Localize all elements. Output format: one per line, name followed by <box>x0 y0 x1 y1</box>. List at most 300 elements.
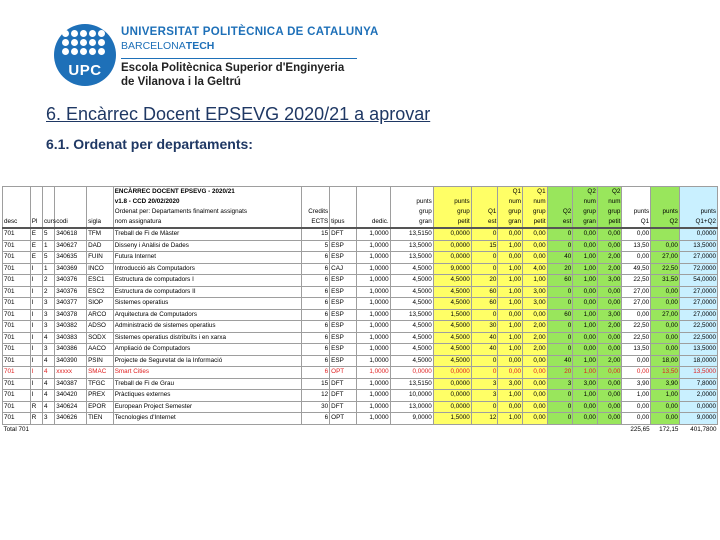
table-cell: 4 <box>42 332 54 344</box>
table-cell: 1,0000 <box>356 240 390 252</box>
table-cell: 1,00 <box>622 390 651 402</box>
table-cell: 6 <box>302 332 330 344</box>
table-cell: 3,90 <box>651 378 680 390</box>
table-cell: 701 <box>3 228 31 240</box>
table-cell: I <box>30 344 42 356</box>
table-cell: 0,00 <box>573 344 598 356</box>
table-cell: ESP <box>330 275 357 287</box>
header-cell <box>55 187 87 198</box>
table-cell: 0,00 <box>651 401 680 413</box>
table-cell: 18,0000 <box>679 355 717 367</box>
table-cell: 13,5000 <box>390 252 433 264</box>
table-cell: SODX <box>87 332 114 344</box>
table-cell: E <box>30 252 42 264</box>
sheet-version: v1.8 - CCD 20/02/2020 <box>113 197 302 207</box>
university-name: UNIVERSITAT POLITÈCNICA DE CATALUNYA <box>121 26 379 38</box>
table-cell: 0,00 <box>597 344 622 356</box>
table-cell: 22,5000 <box>679 321 717 333</box>
table-cell: 0,00 <box>651 286 680 298</box>
table-cell: 4,5000 <box>433 298 471 310</box>
table-cell: Smart Cities <box>113 367 302 379</box>
table-cell: 2,00 <box>597 252 622 264</box>
table-cell: 701 <box>3 390 31 402</box>
table-cell: 1,0000 <box>356 228 390 240</box>
table-cell: 0,00 <box>622 252 651 264</box>
table-cell: 0 <box>547 286 573 298</box>
table-cell: EPOR <box>87 401 114 413</box>
page-subheading: 6.1. Ordenat per departaments: <box>46 136 253 152</box>
header-cell <box>547 197 573 207</box>
logo-dot <box>71 30 78 37</box>
table-cell: I <box>30 390 42 402</box>
table-cell: 0 <box>547 344 573 356</box>
header-cell <box>302 197 330 207</box>
table-cell: 701 <box>3 332 31 344</box>
table-row <box>3 263 718 275</box>
table-cell: 701 <box>3 263 31 275</box>
column-course-name: nom assignatura <box>113 217 302 228</box>
table-cell: 0,00 <box>651 240 680 252</box>
table-row <box>3 228 718 240</box>
table-cell: 0,00 <box>597 286 622 298</box>
total-q2: 172,15 <box>659 425 679 433</box>
table-cell: 27,0000 <box>679 309 717 321</box>
header-cell <box>356 187 390 198</box>
table-cell: 340386 <box>55 344 87 356</box>
table-cell: 1,5000 <box>433 413 471 425</box>
total-cell <box>597 424 622 435</box>
table-cell: 701 <box>3 401 31 413</box>
table-cell: 0,0000 <box>433 252 471 264</box>
table-cell: 0,00 <box>498 252 523 264</box>
header-cell: petit <box>433 217 471 228</box>
table-cell: 340369 <box>55 263 87 275</box>
table-cell: 0,00 <box>597 378 622 390</box>
header-cell <box>651 187 680 198</box>
table-cell: 0,00 <box>651 298 680 310</box>
table-cell: 1,0000 <box>356 355 390 367</box>
table-cell: 0,00 <box>522 390 547 402</box>
table-row <box>3 367 718 379</box>
table-cell: 0,00 <box>522 401 547 413</box>
table-cell: 4 <box>42 378 54 390</box>
logo-dot <box>62 30 69 37</box>
table-cell: Pràctiques externes <box>113 390 302 402</box>
table-cell: 4,5000 <box>390 332 433 344</box>
table-cell: ESP <box>330 298 357 310</box>
table-cell: 4,5000 <box>390 286 433 298</box>
header-cell <box>42 207 54 217</box>
table-cell: 3,00 <box>597 309 622 321</box>
table-cell: 4,5000 <box>433 344 471 356</box>
table-cell: 1,0000 <box>356 367 390 379</box>
total-cell <box>547 424 573 435</box>
table-cell: 9,0000 <box>433 263 471 275</box>
total-cell <box>356 424 390 435</box>
header-cell: punts <box>651 207 680 217</box>
header-cell: gran <box>573 217 598 228</box>
table-cell: 0,00 <box>597 240 622 252</box>
table-row <box>3 332 718 344</box>
table-cell: 0,0000 <box>433 240 471 252</box>
table-cell: 54,0000 <box>679 275 717 287</box>
table-cell: 2 <box>42 275 54 287</box>
table-cell: Projecte de Seguretat de la Informació <box>113 355 302 367</box>
table-cell: 4,5000 <box>433 355 471 367</box>
table-cell: Introducció als Computadors <box>113 263 302 275</box>
table-row <box>3 390 718 402</box>
table-cell: 1,00 <box>573 367 598 379</box>
table-cell: 0,00 <box>597 367 622 379</box>
table-cell: 6 <box>302 367 330 379</box>
table-cell: 40 <box>471 332 498 344</box>
table-row <box>3 286 718 298</box>
table-cell: 0 <box>471 355 498 367</box>
table-cell: TFGC <box>87 378 114 390</box>
table-cell: 0,00 <box>597 332 622 344</box>
table-cell: 22,5000 <box>679 332 717 344</box>
table-cell: 1,00 <box>498 321 523 333</box>
table-cell: 15 <box>302 378 330 390</box>
table-cell: 2,0000 <box>679 390 717 402</box>
table-cell: 1,00 <box>498 332 523 344</box>
table-cell: 6 <box>302 309 330 321</box>
table-cell: 5 <box>42 252 54 264</box>
header-row-1 <box>3 187 718 198</box>
table-cell: 0,00 <box>498 355 523 367</box>
header-cell: grup <box>390 207 433 217</box>
table-cell: 1,00 <box>573 275 598 287</box>
table-cell: 1,00 <box>498 275 523 287</box>
table-cell: ESP <box>330 286 357 298</box>
table-cell: 4,5000 <box>390 275 433 287</box>
table-cell: 1,00 <box>573 252 598 264</box>
table-cell: 6 <box>302 298 330 310</box>
table-cell: 0,00 <box>651 332 680 344</box>
table-cell: 0,00 <box>597 413 622 425</box>
table-cell: 10,0000 <box>390 390 433 402</box>
table-cell: 1,00 <box>498 390 523 402</box>
table-cell: 30 <box>302 401 330 413</box>
table-cell: 3,00 <box>573 378 598 390</box>
table-cell: 3 <box>42 298 54 310</box>
table-cell: 22,50 <box>622 321 651 333</box>
table-cell: 0,0000 <box>679 228 717 240</box>
header-cell <box>390 187 433 198</box>
header-cell: punts <box>622 207 651 217</box>
table-cell: 340382 <box>55 321 87 333</box>
table-cell: 1,00 <box>522 275 547 287</box>
table-cell: 30 <box>471 321 498 333</box>
table-cell: 701 <box>3 240 31 252</box>
table-cell: 4 <box>42 367 54 379</box>
teaching-load-sheet <box>2 186 718 433</box>
header-cell: Q2 <box>651 217 680 228</box>
table-cell: 13,5000 <box>390 240 433 252</box>
table-cell: OPT <box>330 413 357 425</box>
table-cell: 0,0000 <box>433 378 471 390</box>
header-cell: num <box>522 197 547 207</box>
table-cell: 701 <box>3 413 31 425</box>
table-cell: 0,0000 <box>433 228 471 240</box>
table-cell: 701 <box>3 298 31 310</box>
table-cell: ESP <box>330 355 357 367</box>
table-cell: 340390 <box>55 355 87 367</box>
header-cell <box>356 207 390 217</box>
table-cell: 13,5000 <box>390 309 433 321</box>
table-cell: 13,5000 <box>679 367 717 379</box>
table-cell: 0,00 <box>522 309 547 321</box>
table-cell: Sistemes operatius <box>113 298 302 310</box>
table-cell: 7,8000 <box>679 378 717 390</box>
table-cell: E <box>30 240 42 252</box>
logo-dot <box>98 39 105 46</box>
table-cell: 1,0000 <box>356 286 390 298</box>
table-cell: 27,00 <box>622 286 651 298</box>
header-cell <box>3 197 31 207</box>
table-cell: Futura Internet <box>113 252 302 264</box>
table-cell: 1,00 <box>498 413 523 425</box>
table-row <box>3 298 718 310</box>
table-cell: 701 <box>3 286 31 298</box>
table-cell: 0,0000 <box>390 367 433 379</box>
header-cell: Q1 <box>498 187 523 198</box>
table-cell: 2,00 <box>597 321 622 333</box>
table-cell: ARCO <box>87 309 114 321</box>
table-cell: 0,00 <box>651 321 680 333</box>
table-cell: 3,00 <box>522 298 547 310</box>
table-cell: 1,00 <box>498 263 523 275</box>
table-cell: 340635 <box>55 252 87 264</box>
table-cell: 2,00 <box>597 355 622 367</box>
table-cell: 340387 <box>55 378 87 390</box>
table-cell: I <box>30 263 42 275</box>
school-name-line2: de Vilanova i la Geltrú <box>121 76 241 88</box>
table-cell: 4,5000 <box>433 321 471 333</box>
table-cell: 12 <box>471 413 498 425</box>
table-cell: 701 <box>3 321 31 333</box>
table-cell: 60 <box>547 309 573 321</box>
table-cell: 0,00 <box>622 401 651 413</box>
header-cell <box>679 197 717 207</box>
header-cell <box>55 197 87 207</box>
header-cell: num <box>498 197 523 207</box>
table-cell: CAJ <box>330 263 357 275</box>
table-cell: 9,0000 <box>679 413 717 425</box>
table-cell: Estructura de computadors I <box>113 275 302 287</box>
table-cell: 0,00 <box>622 355 651 367</box>
table-cell: 0 <box>471 228 498 240</box>
table-cell: 0,00 <box>522 367 547 379</box>
table-cell: 1,0000 <box>356 252 390 264</box>
header-cell <box>87 197 114 207</box>
header-cell <box>3 187 31 198</box>
table-cell: 2,00 <box>522 321 547 333</box>
table-cell: 0,00 <box>573 413 598 425</box>
table-cell: 1,00 <box>573 321 598 333</box>
table-cell: Tecnologies d'Internet <box>113 413 302 425</box>
table-cell: 3 <box>42 321 54 333</box>
header-cell <box>55 207 87 217</box>
table-cell: 0 <box>547 228 573 240</box>
table-cell: 701 <box>3 378 31 390</box>
table-cell: 340377 <box>55 298 87 310</box>
table-cell: Estructura de computadors II <box>113 286 302 298</box>
total-cell <box>113 424 302 435</box>
table-cell: 20 <box>471 275 498 287</box>
logo-dot <box>71 48 78 55</box>
header-cell <box>302 187 330 198</box>
table-cell: 0,00 <box>573 286 598 298</box>
logo-dot <box>71 39 78 46</box>
header-cell <box>471 197 498 207</box>
table-cell: 6 <box>302 252 330 264</box>
table-cell: ESP <box>330 309 357 321</box>
table-cell: DFT <box>330 390 357 402</box>
table-row <box>3 240 718 252</box>
table-cell: 1,00 <box>573 263 598 275</box>
table-cell: 22,50 <box>622 332 651 344</box>
table-cell: INCO <box>87 263 114 275</box>
table-row <box>3 355 718 367</box>
header-cell <box>30 207 42 217</box>
table-cell: I <box>30 286 42 298</box>
table-cell: 1,00 <box>573 309 598 321</box>
table-cell: 0,00 <box>597 298 622 310</box>
header-cell: est <box>471 217 498 228</box>
table-cell: 1,0000 <box>356 263 390 275</box>
table-cell: 701 <box>3 252 31 264</box>
table-cell: 4,5000 <box>433 286 471 298</box>
logo-dot <box>89 48 96 55</box>
table-cell: 3 <box>547 378 573 390</box>
header-cell: ECTS <box>302 217 330 228</box>
header-cell: Pl <box>30 217 42 228</box>
table-cell: 1,0000 <box>356 378 390 390</box>
table-cell: 6 <box>302 413 330 425</box>
table-cell: 1,0000 <box>356 275 390 287</box>
total-label: Total 701 <box>3 425 30 433</box>
logo-dot <box>89 39 96 46</box>
header-cell: punts <box>433 197 471 207</box>
header-cell <box>87 207 114 217</box>
header-cell: gran <box>498 217 523 228</box>
table-cell: 340618 <box>55 228 87 240</box>
table-cell: 0 <box>471 401 498 413</box>
header-cell <box>330 187 357 198</box>
header-cell <box>30 197 42 207</box>
table-cell: 701 <box>3 309 31 321</box>
table-cell: ESC2 <box>87 286 114 298</box>
table-cell: 0 <box>547 332 573 344</box>
header-cell <box>622 187 651 198</box>
header-cell: Q2 <box>597 187 622 198</box>
table-cell: 3,90 <box>622 378 651 390</box>
table-cell: 340627 <box>55 240 87 252</box>
table-cell: I <box>30 367 42 379</box>
table-cell: R <box>30 401 42 413</box>
header-cell: est <box>547 217 573 228</box>
table-cell: 4,5000 <box>390 344 433 356</box>
total-cell <box>573 424 598 435</box>
total-cell <box>330 424 357 435</box>
header-cell <box>87 187 114 198</box>
sheet-sort-note: Ordenat per: Departaments finalment assignats <box>113 207 302 217</box>
total-row <box>3 424 718 435</box>
header-cell <box>651 197 680 207</box>
table-cell: 0,00 <box>498 367 523 379</box>
header-cell <box>679 187 717 198</box>
table-cell: TFM <box>87 228 114 240</box>
table-cell: DFT <box>330 228 357 240</box>
header-cell <box>42 197 54 207</box>
table-cell: 1,00 <box>498 298 523 310</box>
table-cell: 0,0000 <box>433 390 471 402</box>
header-cell: codi <box>55 217 87 228</box>
table-cell: SIOP <box>87 298 114 310</box>
header-cell: Q1 <box>471 207 498 217</box>
table-cell: 20 <box>547 367 573 379</box>
total-cell <box>87 424 114 435</box>
logo-text: UPC <box>68 62 102 79</box>
table-cell: 2,00 <box>597 263 622 275</box>
table-row <box>3 252 718 264</box>
table-cell: 4,5000 <box>390 298 433 310</box>
table-cell: 72,0000 <box>679 263 717 275</box>
table-cell: 0,0000 <box>679 401 717 413</box>
table-cell: 60 <box>547 275 573 287</box>
table-cell: 701 <box>3 344 31 356</box>
total-cell <box>55 424 87 435</box>
table-row <box>3 378 718 390</box>
table-cell: 22,50 <box>622 275 651 287</box>
table-cell: 13,0000 <box>390 401 433 413</box>
table-cell: 27,00 <box>651 252 680 264</box>
table-cell: 6 <box>302 286 330 298</box>
table-cell: 0,00 <box>522 240 547 252</box>
table-cell: E <box>30 228 42 240</box>
header-cell <box>356 197 390 207</box>
table-cell: 5 <box>42 228 54 240</box>
header-cell <box>3 207 31 217</box>
logo-divider <box>121 58 357 59</box>
table-cell: 0 <box>547 401 573 413</box>
table-cell: 0 <box>471 263 498 275</box>
table-row <box>3 401 718 413</box>
table-row <box>3 321 718 333</box>
table-cell: 0,00 <box>573 228 598 240</box>
table-cell: Treball de Fi de Grau <box>113 378 302 390</box>
school-name-line1: Escola Politècnica Superior d'Enginyeria <box>121 62 345 74</box>
table-cell: 1,0000 <box>356 332 390 344</box>
table-cell: I <box>30 332 42 344</box>
table-cell: 1,0000 <box>356 413 390 425</box>
table-cell: 701 <box>3 355 31 367</box>
table-cell: 1,0000 <box>356 309 390 321</box>
table-cell: ESP <box>330 252 357 264</box>
table-cell: 340376 <box>55 286 87 298</box>
table-cell: I <box>30 355 42 367</box>
table-cell: ESP <box>330 344 357 356</box>
total-cell <box>471 424 498 435</box>
table-cell: 0 <box>471 367 498 379</box>
table-cell: SMAC <box>87 367 114 379</box>
table-cell: 340624 <box>55 401 87 413</box>
header-cell: grup <box>597 207 622 217</box>
header-cell: num <box>597 197 622 207</box>
sheet-title: ENCÀRREC DOCENT EPSEVG - 2020/21 <box>113 187 302 198</box>
header-cell <box>433 187 471 198</box>
